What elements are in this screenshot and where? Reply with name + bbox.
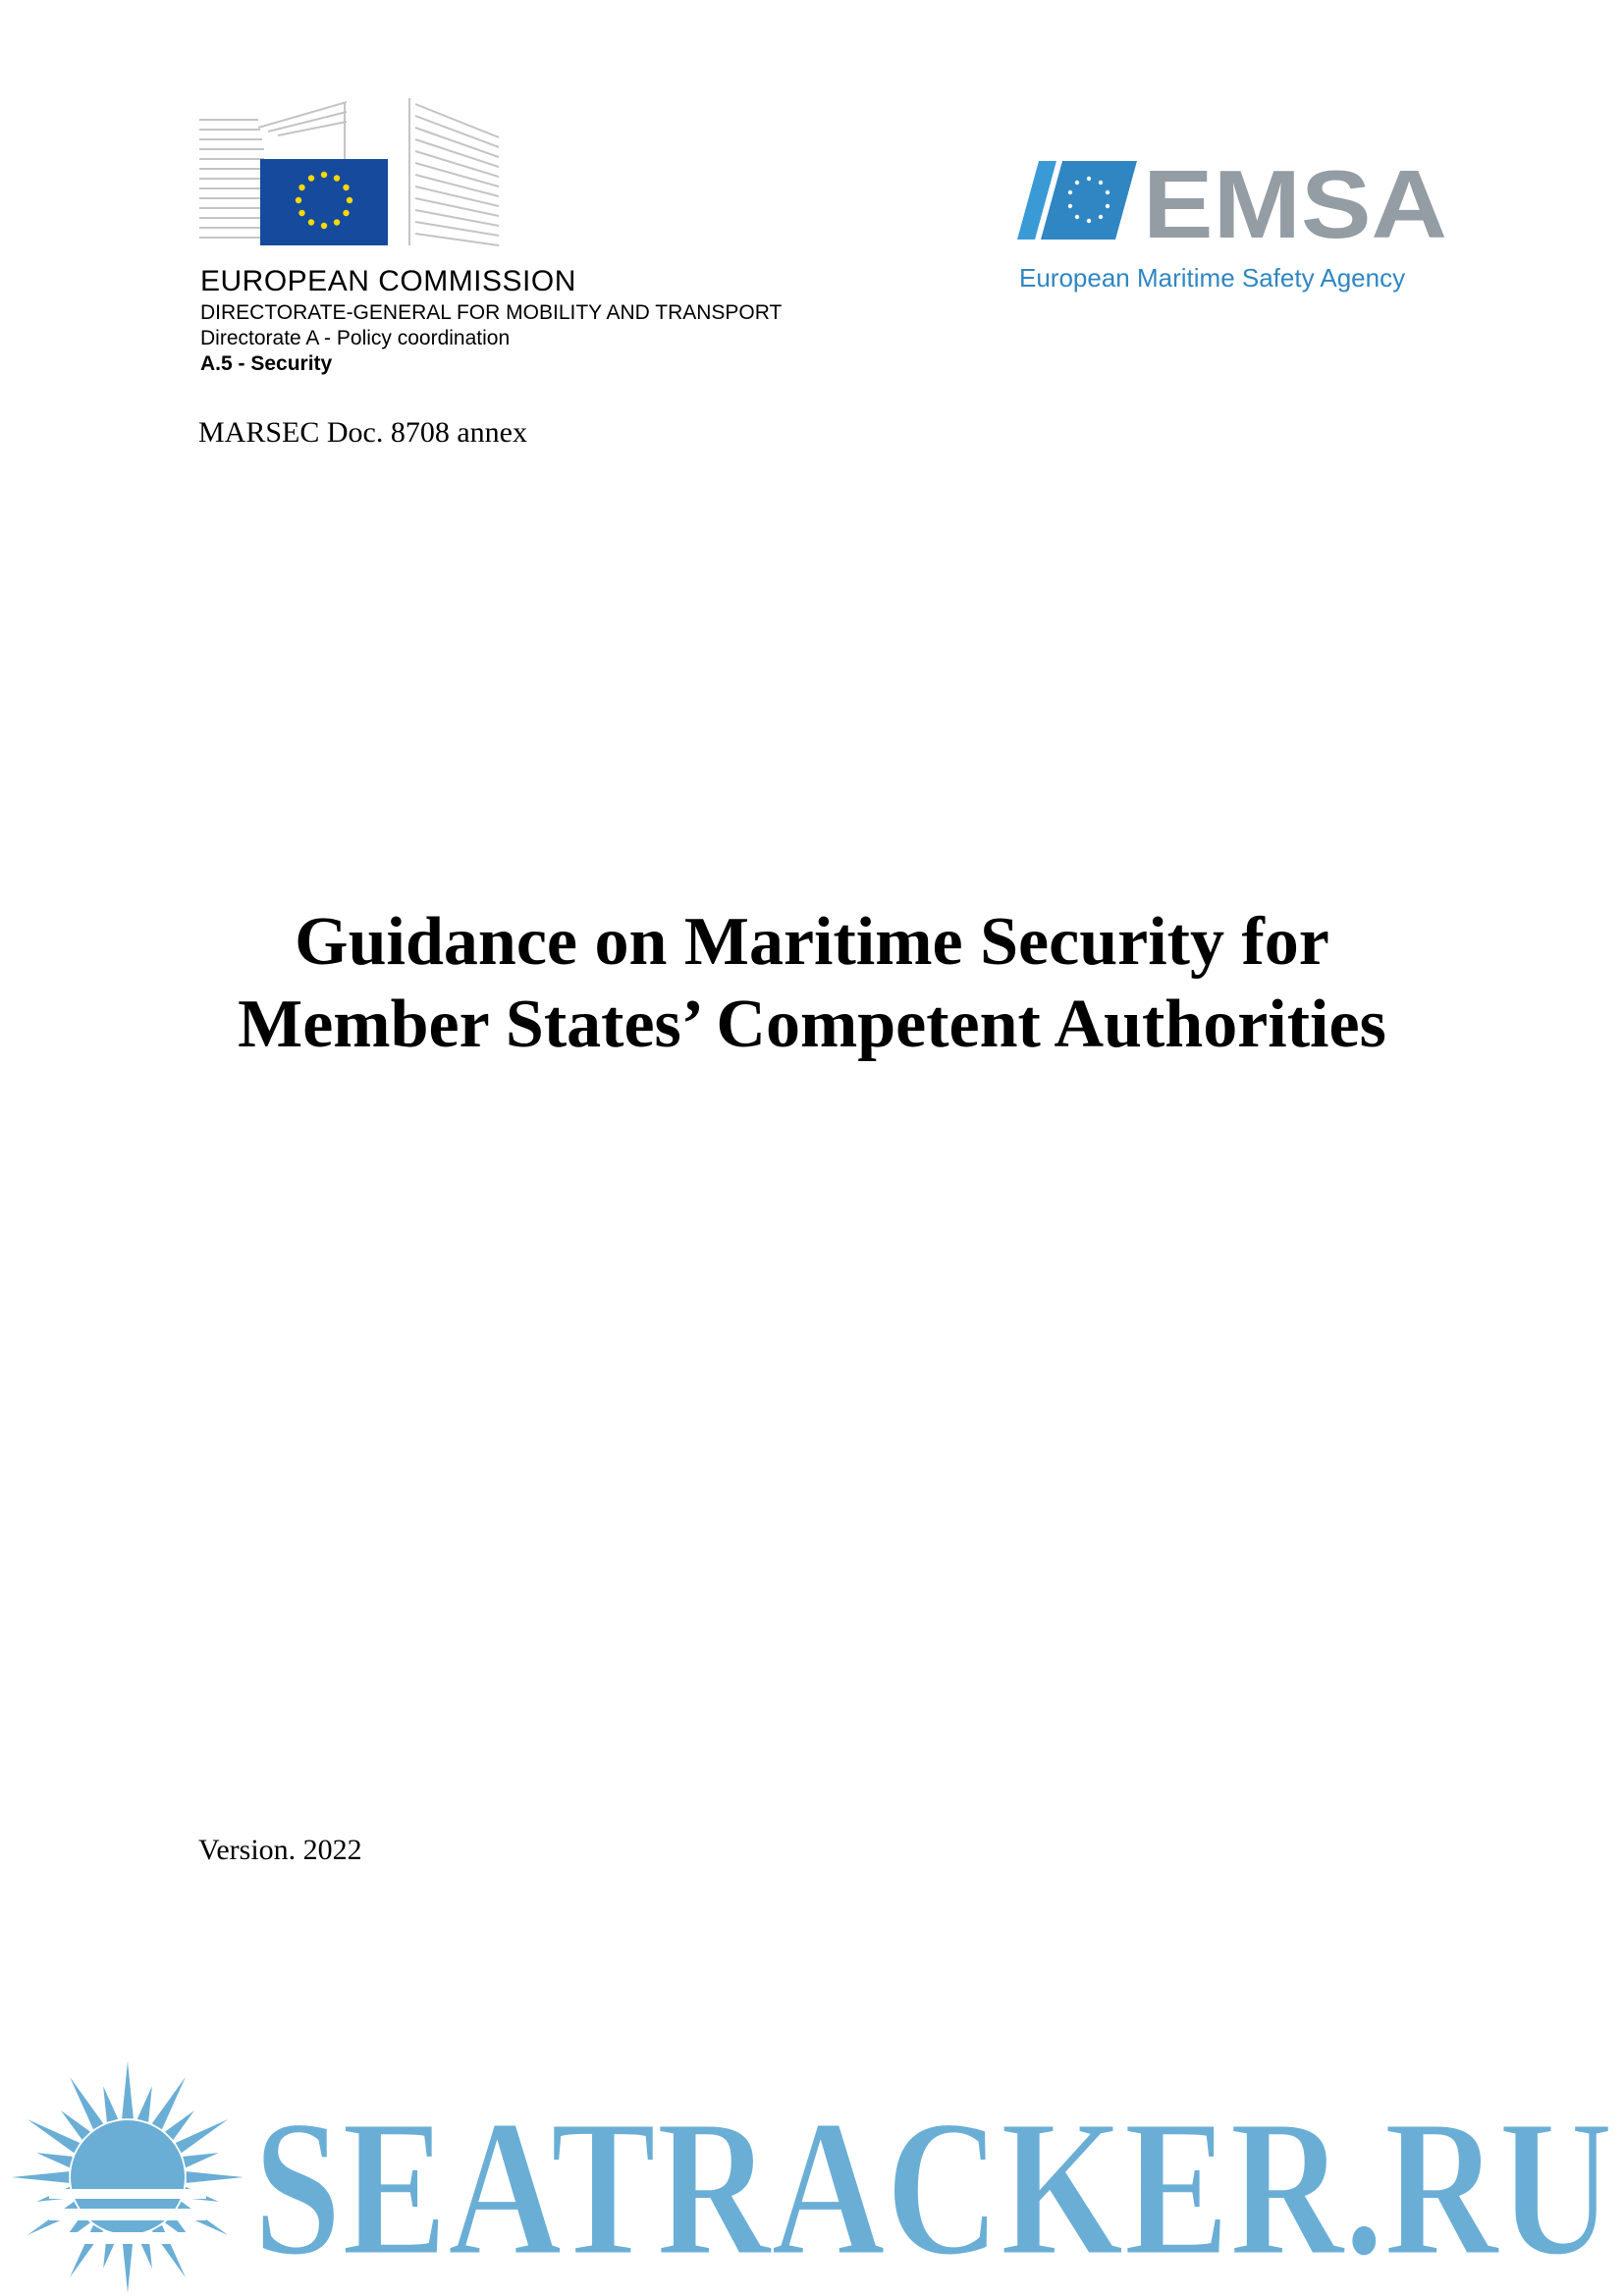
emsa-wordmark: EMSA: [1143, 161, 1447, 245]
european-commission-logo: [199, 98, 499, 247]
emsa-tagline: European Maritime Safety Agency: [1019, 263, 1406, 293]
title-line-2: Member States’ Competent Authorities: [238, 987, 1386, 1062]
watermark-label: SEATRACKER.RU: [253, 2089, 1613, 2275]
directorate: Directorate A - Policy coordination: [200, 327, 511, 349]
emsa-logo: [1017, 161, 1449, 245]
document-reference: MARSEC Doc. 8708 annex: [198, 416, 527, 449]
watermark-text: [253, 2089, 1618, 2275]
document-title: [0, 901, 1624, 1066]
sun-icon: [10, 2059, 245, 2295]
title-line-1: Guidance on Maritime Security for: [295, 904, 1329, 980]
unit: A.5 - Security: [200, 352, 333, 375]
directorate-general: DIRECTORATE-GENERAL FOR MOBILITY AND TRANSPORT: [200, 301, 783, 324]
organization-name: EUROPEAN COMMISSION: [200, 265, 576, 297]
version-label: Version. 2022: [198, 1834, 362, 1866]
